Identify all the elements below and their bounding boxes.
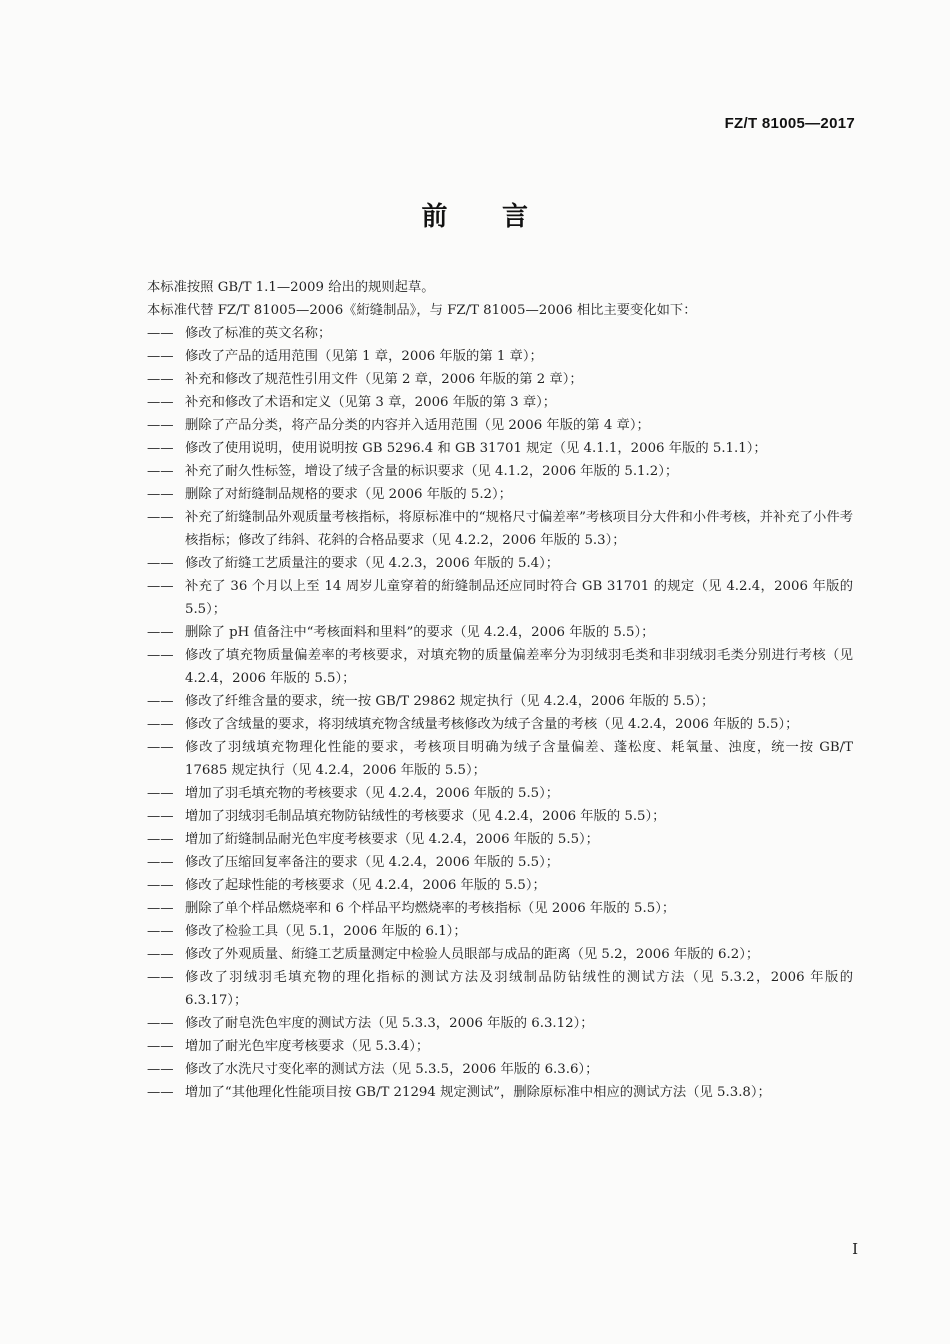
change-text: 删除了 pH 值备注中“考核面料和里料”的要求（见 4.2.4，2006 年版的 5.5）； [185,625,655,640]
change-list-item [147,345,853,368]
title-char: 前 [421,202,448,232]
list-dash: —— [147,441,174,456]
list-dash: —— [147,349,174,364]
change-list-item [147,483,853,506]
change-text: 补充了 36 个月以上至 14 周岁儿童穿着的絎缝制品还应同时符合 GB 31701 的规定（见 4.2.4，2006 年版的 5.5）； [185,579,853,617]
list-dash: —— [147,740,174,755]
change-list-item [147,943,853,966]
change-text: 修改了纤维含量的要求，统一按 GB/T 29862 规定执行（见 4.2.4，2006 年版的 5.5）； [185,694,715,709]
change-list-item [147,1081,853,1104]
change-text: 修改了使用说明，使用说明按 GB 5296.4 和 GB 31701 规定（见 4.1.1，2006 年版的 5.1.1）； [185,441,767,456]
change-text: 增加了羽绒羽毛制品填充物防钻绒性的考核要求（见 4.2.4，2006 年版的 5.5）； [185,809,666,824]
title-char: 言 [502,202,529,232]
list-dash: —— [147,694,174,709]
change-list-item [147,368,853,391]
change-list-item [147,713,853,736]
change-text: 修改了检验工具（见 5.1，2006 年版的 6.1）； [185,924,467,939]
change-list-item [147,920,853,943]
list-dash: —— [147,464,174,479]
list-dash: —— [147,510,174,525]
change-list-item [147,552,853,575]
change-text: 补充了耐久性标签，增设了绒子含量的标识要求（见 4.1.2，2006 年版的 5.1.2）； [185,464,679,479]
change-list-item [147,1035,853,1058]
list-dash: —— [147,832,174,847]
list-dash: —— [147,1062,174,1077]
change-text: 补充和修改了术语和定义（见第 3 章，2006 年版的第 3 章）； [185,395,557,410]
change-list [147,322,853,1104]
change-list-item [147,506,853,552]
change-list-item [147,690,853,713]
change-list-item [147,1058,853,1081]
change-text: 增加了耐光色牢度考核要求（见 5.3.4）； [185,1039,430,1054]
change-text: 修改了产品的适用范围（见第 1 章，2006 年版的第 1 章）； [185,349,543,364]
change-list-item [147,460,853,483]
change-list-item [147,782,853,805]
change-text: 修改了耐皂洗色牢度的测试方法（见 5.3.3，2006 年版的 6.3.12）； [185,1016,594,1031]
change-text: 删除了单个样品燃烧率和 6 个样品平均燃烧率的考核指标（见 2006 年版的 5.5）； [185,901,676,916]
list-dash: —— [147,648,174,663]
list-dash: —— [147,395,174,410]
change-text: 修改了羽绒羽毛填充物的理化指标的测试方法及羽绒制品防钻绒性的测试方法（见 5.3.2，2006 年版的 6.3.17）； [185,970,853,1008]
list-dash: —— [147,717,174,732]
change-list-item [147,897,853,920]
intro-paragraph: 本标准按照 GB/T 1.1—2009 给出的规则起草。 [147,280,435,295]
change-list-item [147,644,853,690]
change-list-item [147,851,853,874]
list-dash: —— [147,970,174,985]
list-dash: —— [147,901,174,916]
change-list-item [147,391,853,414]
intro-paragraph: 本标准代替 FZ/T 81005—2006《絎缝制品》，与 FZ/T 81005—2006 相比主要变化如下： [147,303,697,318]
change-text: 修改了压缩回复率备注的要求（见 4.2.4，2006 年版的 5.5）； [185,855,560,870]
standard-code: FZ/T 81005—2017 [724,115,855,132]
change-list-item [147,414,853,437]
change-text: 删除了产品分类，将产品分类的内容并入适用范围（见 2006 年版的第 4 章）； [185,418,650,433]
change-text: 修改了羽绒填充物理化性能的要求，考核项目明确为绒子含量偏差、蓬松度、耗氧量、浊度，统一按 GB/T 17685 规定执行（见 4.2.4，2006 年版的 5.5）； [185,740,853,778]
change-list-item [147,575,853,621]
change-text: 修改了标准的英文名称； [185,326,332,341]
change-list-item [147,322,853,345]
change-text: 补充和修改了规范性引用文件（见第 2 章，2006 年版的第 2 章）； [185,372,583,387]
list-dash: —— [147,1085,174,1100]
foreword-body [147,276,853,1104]
list-dash: —— [147,947,174,962]
change-list-item [147,966,853,1012]
list-dash: —— [147,326,174,341]
change-list-item [147,874,853,897]
change-text: 增加了羽毛填充物的考核要求（见 4.2.4，2006 年版的 5.5）； [185,786,560,801]
change-text: 修改了填充物质量偏差率的考核要求，对填充物的质量偏差率分为羽绒羽毛类和非羽绒羽毛类分别进行考核（见 4.2.4，2006 年版的 5.5）； [185,648,853,686]
list-dash: —— [147,855,174,870]
change-text: 修改了外观质量、絎缝工艺质量测定中检验人员眼部与成品的距离（见 5.2，2006 年版的 6.2）； [185,947,760,962]
list-dash: —— [147,924,174,939]
list-dash: —— [147,372,174,387]
change-text: 增加了絎缝制品耐光色牢度考核要求（见 4.2.4，2006 年版的 5.5）； [185,832,599,847]
list-dash: —— [147,786,174,801]
change-list-item [147,621,853,644]
change-text: 删除了对絎缝制品规格的要求（见 2006 年版的 5.2）； [185,487,512,502]
change-text: 修改了水洗尺寸变化率的测试方法（见 5.3.5，2006 年版的 6.3.6）； [185,1062,599,1077]
list-dash: —— [147,418,174,433]
change-list-item [147,805,853,828]
change-list-item [147,736,853,782]
list-dash: —— [147,487,174,502]
change-text: 补充了絎缝制品外观质量考核指标，将原标准中的“规格尺寸偏差率”考核项目分大件和小件考核，并补充了小件考核指标；修改了纬斜、花斜的合格品要求（见 4.2.2，2006 年版的 5.3）； [185,510,853,548]
list-dash: —— [147,625,174,640]
page-number: I [852,1240,858,1258]
change-list-item [147,1012,853,1035]
change-text: 修改了絎缝工艺质量注的要求（见 4.2.3，2006 年版的 5.4）； [185,556,560,571]
list-dash: —— [147,1039,174,1054]
change-text: 修改了含绒量的要求，将羽绒填充物含绒量考核修改为绒子含量的考核（见 4.2.4，2006 年版的 5.5）； [185,717,799,732]
change-list-item [147,437,853,460]
list-dash: —— [147,1016,174,1031]
change-text: 增加了“其他理化性能项目按 GB/T 21294 规定测试”，删除原标准中相应的测试方法（见 5.3.8）； [185,1085,771,1100]
list-dash: —— [147,878,174,893]
list-dash: —— [147,579,174,594]
change-text: 修改了起球性能的考核要求（见 4.2.4，2006 年版的 5.5）； [185,878,546,893]
list-dash: —— [147,809,174,824]
page-title [0,196,950,233]
change-list-item [147,828,853,851]
list-dash: —— [147,556,174,571]
